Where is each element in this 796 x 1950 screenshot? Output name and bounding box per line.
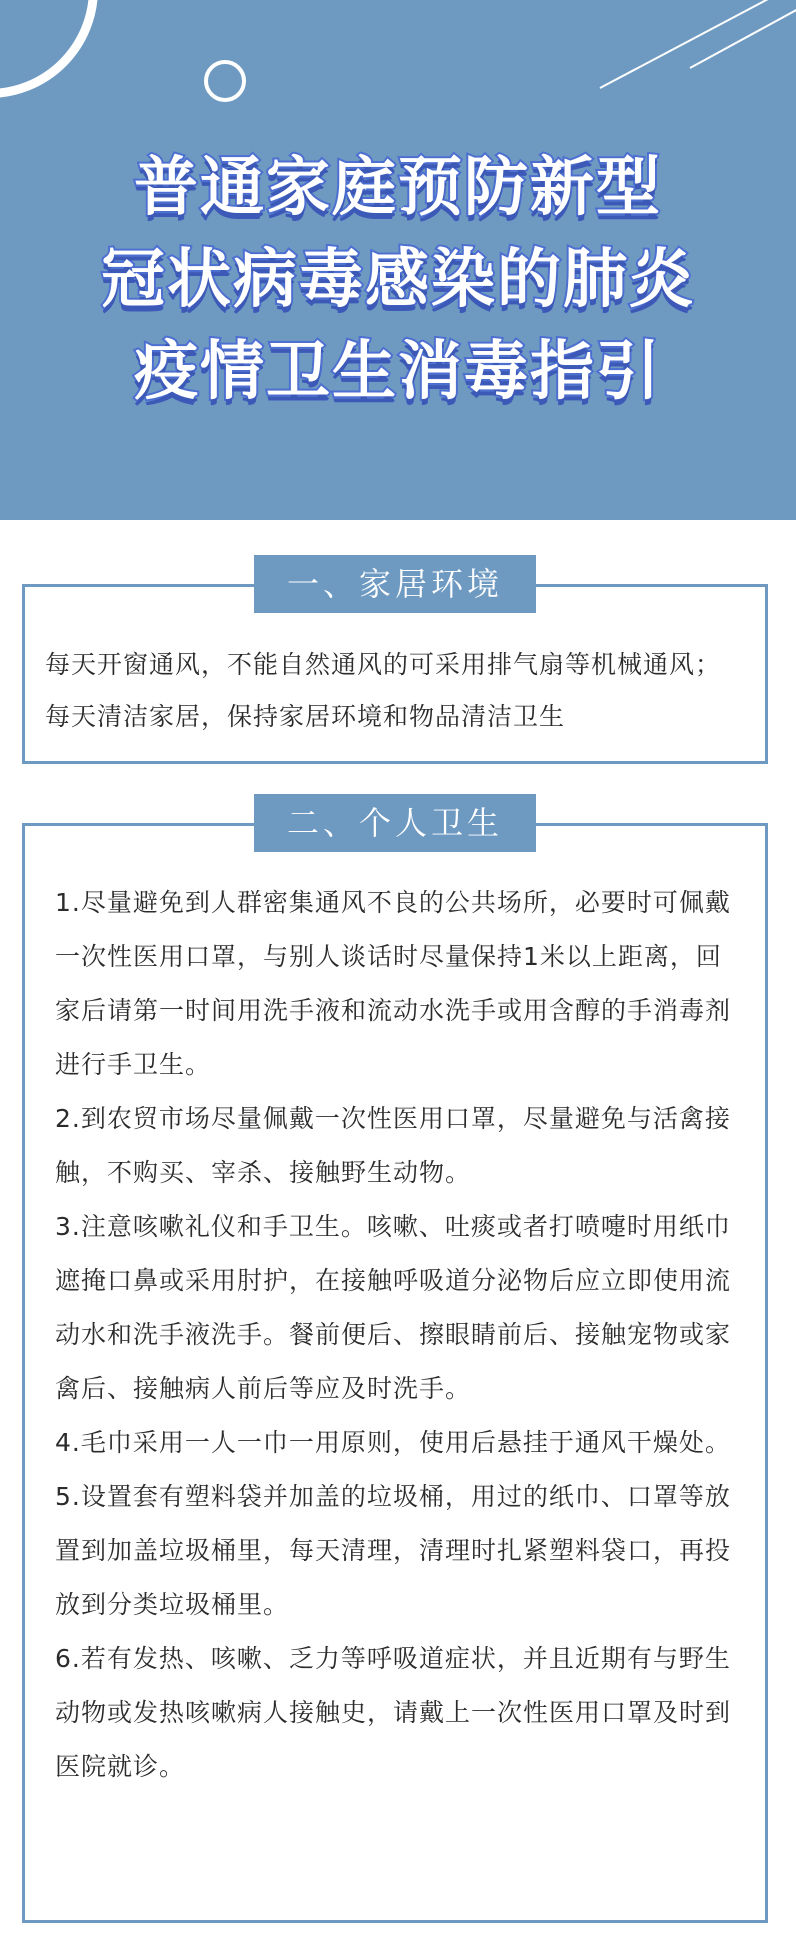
title-line-1: 普通家庭预防新型 [134, 151, 662, 225]
title-line-3: 疫情卫生消毒指引 [134, 335, 662, 409]
section-home-environment [22, 565, 768, 764]
section-text: 每天开窗通风，不能自然通风的可采用排气扇等机械通风；每天清洁家居，保持家居环境和物品清洁卫生 [45, 650, 722, 731]
header-banner [0, 0, 796, 520]
list-item: 4.毛巾采用一人一巾一用原则，使用后悬挂于通风干燥处。 [55, 1428, 731, 1457]
page-title [0, 142, 796, 418]
decorative-circle-arc [0, 0, 98, 98]
section-heading: 二、个人卫生 [254, 794, 536, 852]
list-item: 1.尽量避免到人群密集通风不良的公共场所，必要时可佩戴一次性医用口罩，与别人谈话时尽量保持1米以上距离，回家后请第一时间用洗手液和流动水洗手或用含醇的手消毒剂进行手卫生。 [55, 888, 732, 1079]
decorative-small-circle [204, 60, 246, 102]
title-line-2: 冠状病毒感染的肺炎 [101, 243, 695, 317]
list-item: 5.设置套有塑料袋并加盖的垃圾桶，用过的纸巾、口罩等放置到加盖垃圾桶里，每天清理，清理时扎紧塑料袋口，再投放到分类垃圾桶里。 [55, 1482, 732, 1619]
list-item: 2.到农贸市场尽量佩戴一次性医用口罩，尽量避免与活禽接触，不购买、宰杀、接触野生动物。 [55, 1104, 731, 1187]
section-personal-hygiene [22, 804, 768, 1923]
list-item: 3.注意咳嗽礼仪和手卫生。咳嗽、吐痰或者打喷嚏时用纸巾遮掩口鼻或采用肘护，在接触呼吸道分泌物后应立即使用流动水和洗手液洗手。餐前便后、擦眼睛前后、接触宠物或家禽后、接触病人前后等应及时洗手。 [55, 1212, 732, 1403]
section-heading: 一、家居环境 [254, 555, 536, 613]
list-item: 6.若有发热、咳嗽、乏力等呼吸道症状，并且近期有与野生动物或发热咳嗽病人接触史，请戴上一次性医用口罩及时到医院就诊。 [55, 1644, 732, 1781]
decorative-lines [590, 0, 796, 100]
hygiene-list [55, 876, 745, 1794]
